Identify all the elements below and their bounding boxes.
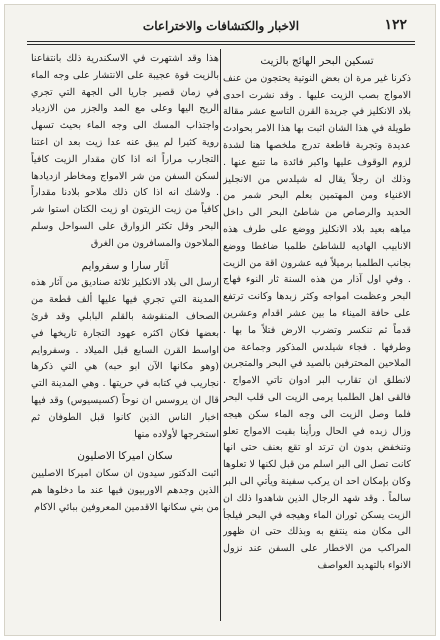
column-divider xyxy=(220,49,221,621)
section-heading: سكان اميركا الاصليون xyxy=(77,450,173,463)
right-column xyxy=(223,51,411,621)
header-rule-secondary xyxy=(27,44,415,45)
running-title: الاخبار والكتشافات والاختراعات xyxy=(142,19,300,33)
paragraph: ذكرنا غير مرة ان بعض النوتية يحتجون من عنف الامواج بصب الزيت عليها . وقد نشرت احدى بلاد الانكليز في جريدة القرن التاسع عشر مقالة طويلة في هذا الشان اثبت بها هذا الامر بحوادث عديدة وتجربة قاطعة تدرج ملخصها هنا لشدة لزوم الوقوف عليها واكبر فائدة ما تتبع عنها . وذلك ان رجلاً يقال له شيلدس من الانجليز الاغنياء ومن المهتمين بعلم البحر شمر من الحديد والرصاص من شاطئ البحر الى داخل مياهه بعيد بلاد الانكليز ووضع على طرف هذه الانابيب الهاديه للشاطئ طلمبا ضاغطا ووضع بجانب الطلمبا برميلاً فيه عشرون اقة من الزيت . وفي اول آذار من هذه السنة ثار النوء فهاج البحر وعظمت امواجه وكثر زبدها وكانت ترتفع على حافة الميناء ما بين عشر اقدام وعشرين قدماً ثم تنكسر وتضرب الارض فتلاً ما بها . وطرفها . فجاء شيلدس المذكور وجماعة من الملاحين المحترفين بالصيد في البحر والمتجرين لانطلق ان تقارب البر ادوان تاتي الامواج . فالقى اهل الطلمبا يرمى الزيت الى قلب البحر فلما وصل الزيت الى وجه الماء سكن هيجه وزال زبده في الحال ورأينا بقيت الامواج تعلو وتنخفض بدون ان ترتد او تقع بعنف حتى انها كانت تصل الى البر اسلم من قبل لكنها لا تعلوها وكان بإمكان احد ان يركب سفينة ويأتي الى البر سالماً . وقد شهد الرجال الذين شاهدوا ذلك ان الزيت يسكن ثوران الماء وهيجه في البحر فيلجأ الى مكان منه ينتفع به وبذلك حتى ان ظهور المراكب من الاخطار على السفن عند نزول الانواء بالتهديد العواصف xyxy=(223,72,411,571)
section-heading: تسكين البحر الهائج بالزيت xyxy=(260,55,374,67)
paragraph: اثبت الدكتور سيدون ان سكان اميركا الاصليين الذين وجدهم الاوربيون فيها عند ما دخلوها هم من بني سكانها الاقدمين المعروفين ببائي الاكام xyxy=(31,468,219,513)
paragraph: هذا وقد اشتهرت في الاسكندرية ذلك بانتفاعنا بالزيت قوة عجيبة على الانتشار على وجه الماء في زمان قصير جاريا الى الجهة التي تجري الريح اليها وعلى مع المد والجزر من الازدياد واجتذاب المسك الى وجه الماء بحيث تسهل روية كثيرا لم يبق عنه عدا زيت بعد ان اعتنا التجارب مراراً انه اذا كان مقدار الزيت كافياً لسكن السفن من شر الامواج ومخاطر ازديادها . ولاشك انه اذا كان ذلك ملاحو بلادنا مقداراً كافياً من زيت الزيتون او زيت الكتان استوا شر البحر وقل تكثر الزوارق على السواحل وسلم الملاحون والمسافرون من الغرق xyxy=(31,53,219,249)
section-heading: آثار سارا و سفروايم xyxy=(81,259,169,272)
paragraph: ارسل الى بلاد الانكليز ثلاثة صناديق من آثار هذه المدينة التي تجري فيها عليها ألف قطعة من الصحاف المنقوشة بالقلم البابلي وقد قرئ بعضها فكان اكثره عهود التجارة تاريخها في اواسط القرن السابع قبل الميلاد . وسفروايم (وهو مكانها الآن ابو حبه) هي التي ذكرها نجاريب في كتابه في حريتها . وهي المدينة التي قال ان يروسس ان نوحاً (كسيسيوس) وقد فيها اخبار الناس الذين كانوا قبل الطوفان ثم استخرجها لأولاده منها xyxy=(31,277,219,440)
page-header xyxy=(31,15,411,41)
document-page xyxy=(4,4,436,636)
header-rule xyxy=(27,41,415,42)
left-column xyxy=(31,51,219,621)
page-number: ١٢٢ xyxy=(384,17,407,33)
